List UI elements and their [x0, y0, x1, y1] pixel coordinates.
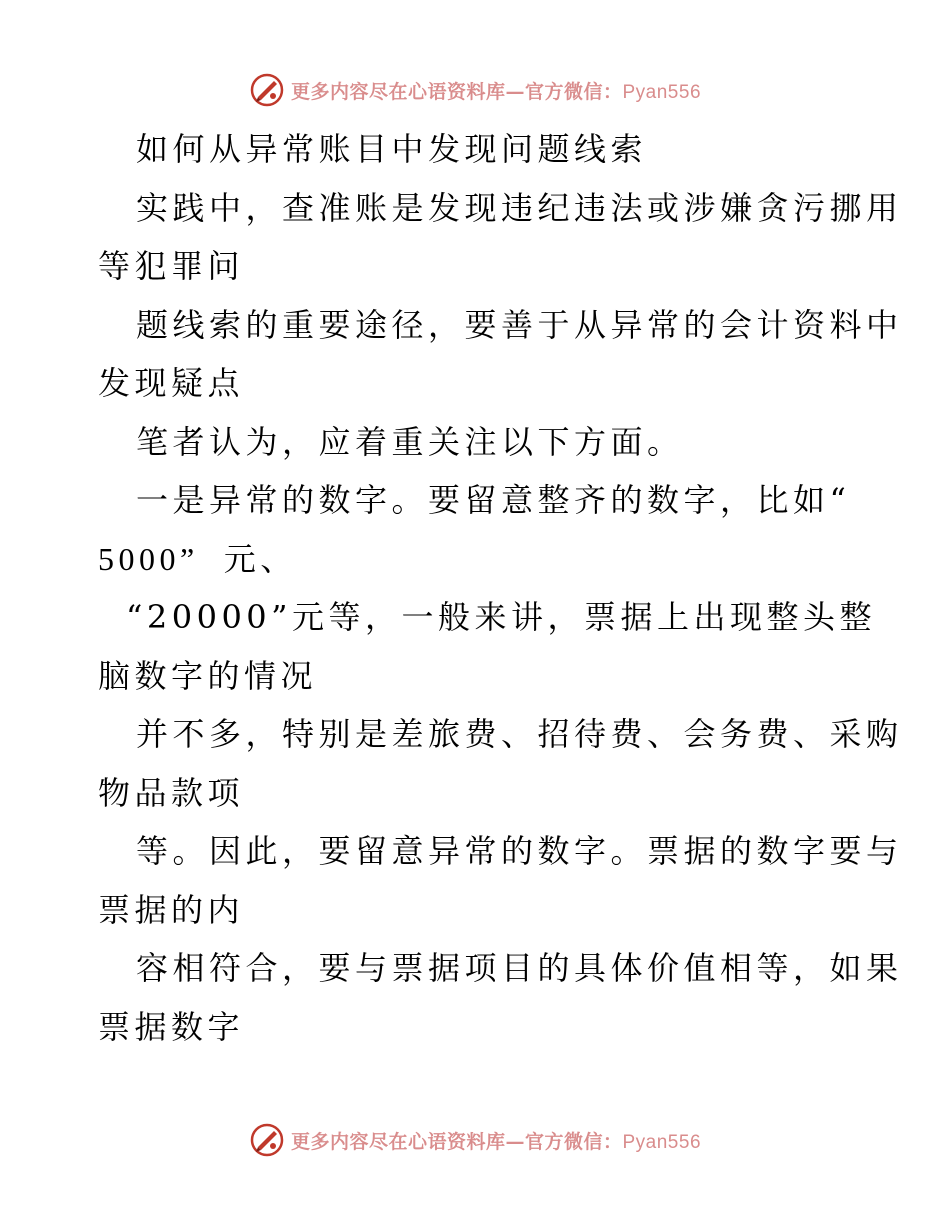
document-title: 如何从异常账目中发现问题线索 — [136, 130, 648, 168]
paragraph-line: 并不多，特别是差旅费、招待费、会务费、采购 — [136, 715, 903, 753]
paragraph-line: 一是异常的数字。要留意整齐的数字，比如“ — [136, 481, 851, 519]
banner-handle: Pyan556 — [622, 81, 702, 103]
header-banner — [0, 70, 950, 110]
footer-banner — [0, 1120, 950, 1160]
paragraph-line: “20000”元等，一般来讲，票据上出现整头整 — [126, 598, 877, 636]
paragraph-line: 5000” 元、 — [98, 540, 297, 577]
paragraph-line: 物品款项 — [98, 773, 245, 812]
paragraph-line: 票据数字 — [98, 1007, 245, 1046]
paragraph-line: 发现疑点 — [98, 364, 245, 402]
paragraph-line: 脑数字的情况 — [98, 656, 318, 695]
paragraph-line: 票据的内 — [98, 890, 245, 929]
paragraph-line: 题线索的重要途径，要善于从异常的会计资料中 — [136, 305, 903, 344]
paragraph-line: 等犯罪问 — [98, 247, 245, 285]
red-quill-logo-icon — [249, 72, 285, 108]
document-body — [98, 120, 903, 1056]
paragraph-line: 实践中，查准账是发现违纪违法或涉嫌贪污挪用 — [136, 188, 903, 227]
paragraph-line: 笔者认为，应着重关注以下方面。 — [136, 422, 684, 461]
banner-label — [291, 1127, 701, 1154]
banner-text: 更多内容尽在心语资料库—官方微信： — [290, 1130, 623, 1153]
paragraph-line: 等。因此，要留意异常的数字。票据的数字要与 — [136, 832, 903, 870]
red-quill-logo-icon — [249, 1122, 285, 1158]
banner-label — [291, 77, 701, 104]
banner-handle: Pyan556 — [622, 1131, 702, 1153]
banner-text: 更多内容尽在心语资料库—官方微信： — [290, 80, 623, 103]
paragraph-line: 容相符合，要与票据项目的具体价值相等，如果 — [136, 949, 903, 987]
